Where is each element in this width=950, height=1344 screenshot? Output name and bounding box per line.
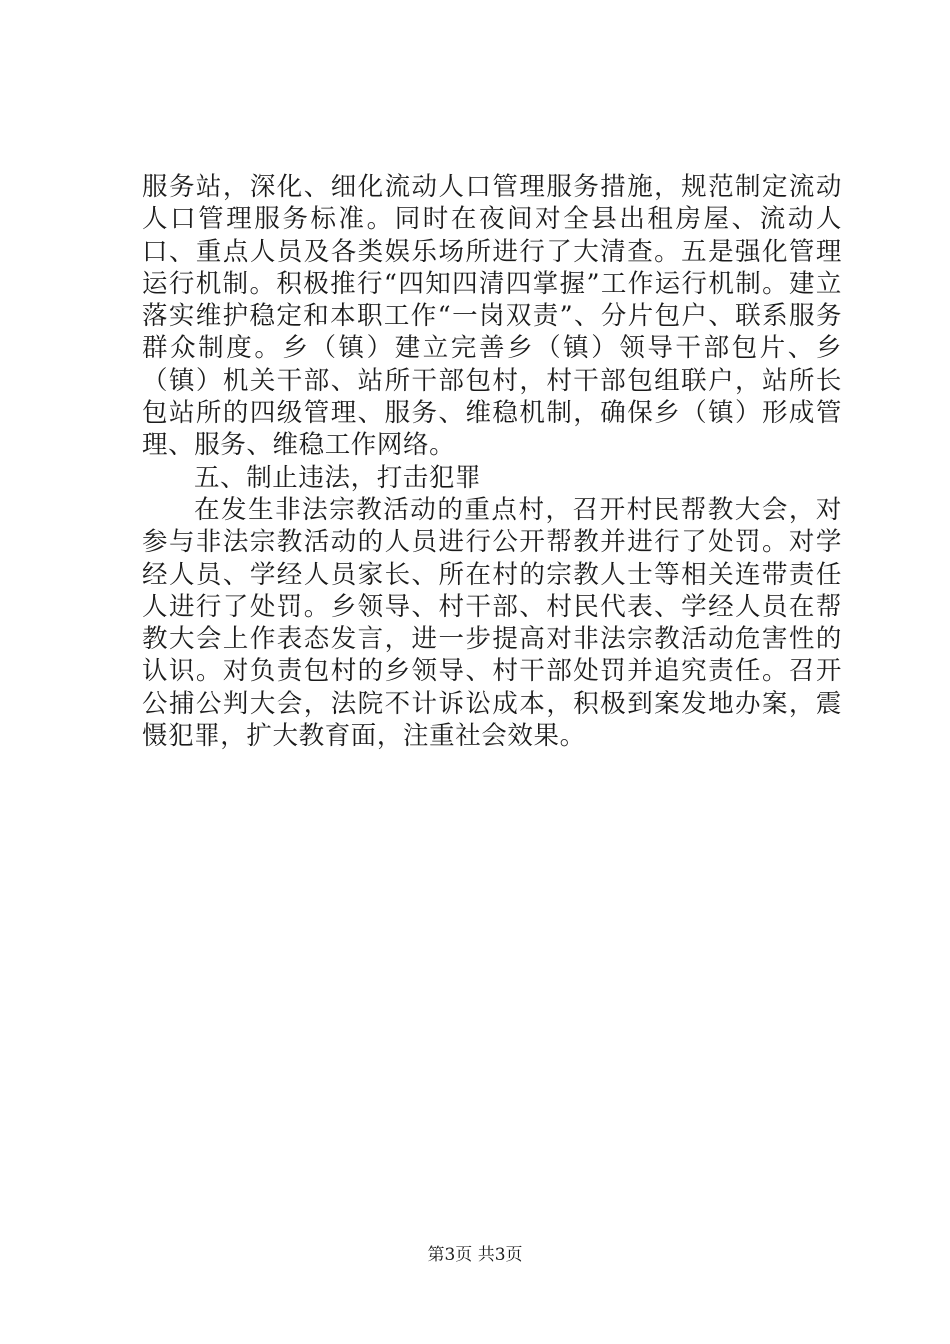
page-number-footer: 第3页 共3页 xyxy=(427,1245,523,1265)
body-paragraph: 在发生非法宗教活动的重点村，召开村民帮教大会，对参与非法宗教活动的人员进行公开帮教并进行了处罚。对学经人员、学经人员家长、所在村的宗教人士等相关连带责任人进行了处罚。乡领导、村干部、村民代表、学经人员在帮教大会上作表态发言，进一步提高对非法宗教活动危害性的认识。对负责包村的乡领导、村干部处罚并追究责任。召开公捕公判大会，法院不计诉讼成本，积极到案发地办案，震慑犯罪，扩大教育面，注重社会效果。 xyxy=(142,494,842,752)
section-heading: 五、制止违法，打击犯罪 xyxy=(194,462,482,493)
document-body xyxy=(142,171,842,752)
body-paragraph: 服务站，深化、细化流动人口管理服务措施，规范制定流动人口管理服务标准。同时在夜间对全县出租房屋、流动人口、重点人员及各类娱乐场所进行了大清查。五是强化管理运行机制。积极推行“四知四清四掌握”工作运行机制。建立落实维护稳定和本职工作“一岗双责”、分片包户、联系服务群众制度。乡（镇）建立完善乡（镇）领导干部包片、乡（镇）机关干部、站所干部包村，村干部包组联户，站所长包站所的四级管理、服务、维稳机制，确保乡（镇）形成管理、服务、维稳工作网络。 xyxy=(142,172,842,461)
